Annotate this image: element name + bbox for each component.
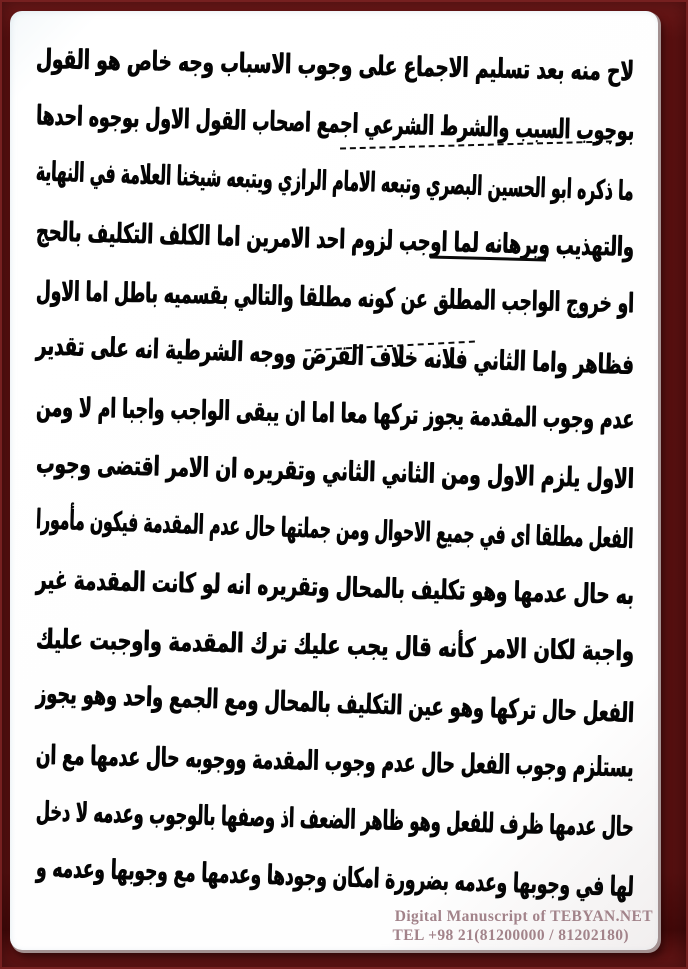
manuscript-line-text: بوجوب السبب والشرط الشرعي اجمع اصحاب القول الاول بوجوه احدها	[35, 100, 635, 147]
manuscript-page	[10, 11, 658, 950]
manuscript-line-text: او خروج الواجب المطلق عن كونه مطلقا والتالي بقسميه باطل اما الاول	[35, 275, 635, 320]
manuscript-line-text: لها في وجوبها وعدمه بضرورة امكان وجودها وعدمها مع وجوبها وعدمه و	[35, 852, 635, 903]
digital-watermark	[392, 908, 653, 945]
manuscript-line-text: الاول يلزم الاول ومن الثاني الثاني وتقريره ان الامر اقتضى وجوب	[35, 448, 635, 495]
manuscript-line-text: حال عدمها ظرف للفعل وهو ظاهر الضعف اذ وصفها بالوجوب وعدمه لا دخل	[35, 796, 635, 843]
manuscript-line-text: عدم وجوب المقدمة يجوز تركها معا اما ان يبقى الواجب واجبا ام لا ومن	[35, 391, 635, 436]
watermark-source-text: Digital Manuscript of TEBYAN.NET	[394, 908, 653, 925]
manuscript-line-text: الفعل حال تركها وهو عين التكليف بالمحال ومع الجمع واحد وهو يجوز	[35, 678, 635, 729]
manuscript-line-text: الفعل مطلقا اى في جميع الاحوال ومن جملتها حال عدم المقدمة فيكون مأمورا	[35, 504, 635, 555]
watermark-phone-text: TEL +98 21(81200000 / 81202180)	[392, 926, 629, 944]
manuscript-line-text: يستلزم وجوب الفعل حال عدم وجوب المقدمة ووجوبه حال عدمها مع ان	[36, 739, 635, 784]
manuscript-line-text: به حال عدمها وهو تكليف بالمحال وتقريره انه لو كانت المقدمة غير	[35, 564, 635, 611]
manuscript-line-text: واجبة لكان الامر كأنه قال يجب عليك ترك المقدمة واوجبت عليك	[35, 623, 635, 668]
manuscript-text-block	[36, 37, 634, 907]
manuscript-line-text: لاح منه بعد تسليم الاجماع على وجوب الاسباب وجه خاص هو القول	[35, 43, 635, 88]
manuscript-line-text: ما ذكره ابو الحسين البصري وتبعه الامام الرازي ويتبعه شيخنا العلامة في النهاية	[35, 156, 635, 207]
manuscript-line-text: والتهذيب وبرهانه لما اوجب لزوم احد الامرين اما الكلف التكليف بالحج	[35, 216, 635, 263]
manuscript-line-text: فظاهر واما الثاني فلانه خلاف الفرض ووجه الشرطية انه على تقدير	[35, 330, 635, 381]
